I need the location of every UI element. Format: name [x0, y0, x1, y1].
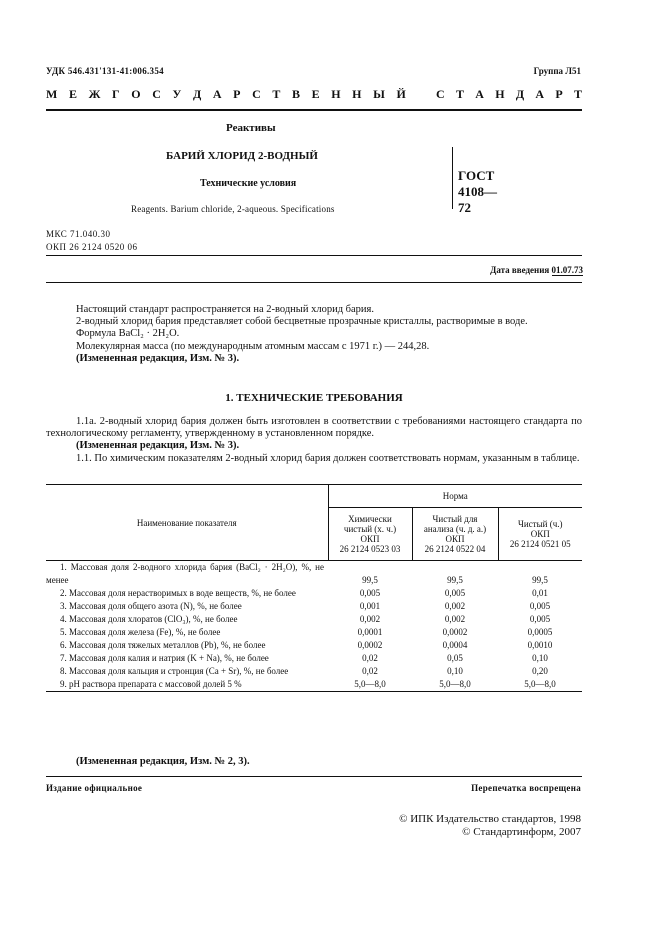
date-rule	[46, 282, 582, 283]
column-header-grade	[412, 508, 498, 561]
banner-letter: Т	[272, 87, 281, 101]
norm-value: 0,005	[359, 588, 381, 598]
section-text	[46, 416, 582, 465]
title-english: Reagents. Barium chloride, 2-aqueous. Specifications	[131, 204, 335, 214]
grade-line: 26 2124 0523 03	[339, 544, 401, 554]
norm-value: 0,0001	[357, 627, 383, 637]
norm-value: 0,005	[529, 614, 551, 624]
banner-letter: У	[172, 87, 182, 101]
norm-value: 0,0002	[357, 640, 383, 650]
norm-value: 0,002	[444, 601, 466, 611]
banner-letter: Т	[455, 87, 464, 101]
title-category: Реактивы	[226, 122, 276, 134]
intro-paragraph: 2-водный хлорид бария представляет собой бесцветные прозрачные кристаллы, растворимые в воде.	[76, 316, 528, 328]
column-header-norm: Норма	[328, 485, 582, 508]
norm-value: 0,005	[444, 588, 466, 598]
table-row	[46, 600, 582, 613]
grade-line: Химически	[348, 514, 392, 524]
banner-letter: Д	[192, 87, 202, 101]
table-row	[46, 626, 582, 639]
standard-banner	[46, 87, 582, 102]
footer-rule	[46, 776, 582, 777]
norm-value: 0,005	[529, 601, 551, 611]
norm-value: 0,002	[444, 614, 466, 624]
indicator-name: 9. pH раствора препарата с массовой долей 5 %	[60, 679, 242, 689]
table-row	[46, 665, 582, 678]
gost-number: 4108—72	[458, 184, 497, 215]
clause-1-1: 1.1. По химическим показателям 2-водный хлорид бария должен соответствовать нормам, указанным в таблице.	[76, 452, 580, 464]
banner-letter: Е	[311, 87, 320, 101]
banner-letter: А	[212, 87, 222, 101]
intro-date	[490, 265, 583, 275]
banner-letter: Г	[112, 87, 120, 101]
title-name: БАРИЙ ХЛОРИД 2-ВОДНЫЙ	[166, 150, 318, 162]
norms-table	[46, 484, 582, 692]
clause-1-1a: 1.1a. 2-водный хлорид бария должен быть изготовлен в соответствии с требованиями настоящего стандарта по технологическому регламенту, утвержденному в установленном порядке.	[46, 416, 582, 440]
table-row	[46, 652, 582, 665]
title-spec: Технические условия	[200, 178, 297, 189]
banner-letter: Н	[331, 87, 341, 101]
grade-line: 26 2124 0521 05	[509, 539, 571, 549]
norm-value: 0,10	[532, 653, 548, 663]
norm-value: 99,5	[532, 575, 548, 585]
copyright-line: © ИПК Издательство стандартов, 1998	[399, 813, 581, 825]
norm-value: 5,0—8,0	[524, 679, 556, 689]
header-rule	[46, 109, 582, 111]
grade-line: Чистый (ч.)	[518, 519, 563, 529]
gost-label: ГОСТ	[458, 168, 495, 183]
indicator-name: 3. Массовая доля общего азота (N), %, не более	[60, 601, 242, 611]
norm-value: 0,001	[359, 601, 381, 611]
table-row	[46, 561, 582, 588]
mass-paragraph: Молекулярная масса (по международным атомным массам с 1971 г.) — 244,28.	[76, 340, 430, 352]
banner-letter: С	[152, 87, 161, 101]
indicator-name: 5. Массовая доля железа (Fe), %, не более	[60, 627, 221, 637]
banner-letter: Р	[233, 87, 241, 101]
gost-divider	[452, 147, 453, 209]
norm-value: 5,0—8,0	[439, 679, 471, 689]
banner-letter: Ж	[88, 87, 101, 101]
banner-letter: Н	[495, 87, 505, 101]
banner-letter: Ы	[373, 87, 385, 101]
indicator-name: 7. Массовая доля калия и натрия (K + Na), %, не более	[60, 653, 269, 663]
formula-paragraph: Формула BaCl₂ · 2H₂O.	[76, 328, 180, 340]
copyright-block	[399, 813, 581, 839]
table-body	[46, 561, 582, 692]
banner-letter: В	[291, 87, 300, 101]
table-row	[46, 613, 582, 626]
change-note: (Измененная редакция, Изм. № 3).	[76, 440, 240, 452]
norm-value: 0,0005	[527, 627, 553, 637]
norm-value: 5,0—8,0	[354, 679, 386, 689]
banner-letter: Н	[352, 87, 362, 101]
indicator-name: 2. Массовая доля нерастворимых в воде веществ, %, не более	[60, 588, 296, 598]
intro-date-value: 01.07.73	[551, 265, 583, 275]
norm-value: 0,02	[362, 666, 378, 676]
section-heading: 1. ТЕХНИЧЕСКИЕ ТРЕБОВАНИЯ	[225, 392, 403, 404]
banner-letter: С	[436, 87, 445, 101]
classification-codes	[46, 228, 138, 254]
intro-text	[46, 304, 582, 365]
grade-line: Чистый для	[432, 514, 478, 524]
banner-letter: А	[535, 87, 545, 101]
grade-line: анализа (ч. д. а.)	[423, 524, 487, 534]
table-row	[46, 639, 582, 652]
table-change-note: (Измененная редакция, Изм. № 2, 3).	[76, 756, 250, 767]
column-header-grade	[328, 508, 412, 561]
norm-value: 0,05	[447, 653, 463, 663]
indicator-name: 1. Массовая доля 2-водного хлорида бария (BaCl₂ · 2H₂O), %, не менее	[46, 562, 324, 585]
banner-letter: С	[252, 87, 261, 101]
norm-value: 0,20	[532, 666, 548, 676]
banner-left	[46, 87, 406, 102]
grade-line: ОКП	[530, 529, 550, 539]
grade-line: чистый (х. ч.)	[343, 524, 397, 534]
column-header-grade	[498, 508, 582, 561]
change-note: (Измененная редакция, Изм. № 3).	[76, 352, 240, 364]
banner-letter: Й	[396, 87, 406, 101]
column-header-name: Наименование показателя	[46, 485, 328, 561]
norm-value: 99,5	[362, 575, 378, 585]
norm-value: 0,10	[447, 666, 463, 676]
banner-letter: А	[475, 87, 484, 101]
norm-value: 0,0010	[527, 640, 553, 650]
norm-value: 0,002	[359, 614, 381, 624]
copyright-line: © Стандартинформ, 2007	[462, 826, 581, 838]
grade-line: ОКП	[360, 534, 380, 544]
group-code: Группа Л51	[533, 66, 581, 76]
banner-letter: Д	[515, 87, 525, 101]
norm-value: 0,01	[532, 588, 548, 598]
edition-note: Издание официальное	[46, 783, 143, 793]
mks-code: МКС 71.040.30	[46, 229, 111, 239]
grade-line: 26 2124 0522 04	[424, 544, 486, 554]
indicator-name: 8. Массовая доля кальция и стронция (Ca + Sr), %, не более	[60, 666, 289, 676]
banner-right	[436, 87, 582, 102]
norm-value: 0,0004	[442, 640, 468, 650]
banner-letter: М	[46, 87, 58, 101]
table-row	[46, 678, 582, 692]
gost-number-block	[458, 168, 508, 216]
norm-value: 99,5	[447, 575, 463, 585]
udk-code: УДК 546.431'131-41:006.354	[46, 66, 164, 76]
table-row	[46, 587, 582, 600]
norm-value: 0,0002	[442, 627, 468, 637]
banner-letter: Р	[555, 87, 563, 101]
okp-code: ОКП 26 2124 0520 06	[46, 242, 138, 252]
banner-letter: Т	[573, 87, 582, 101]
intro-date-label: Дата введения	[490, 265, 550, 275]
codes-rule	[46, 255, 582, 256]
grade-line: ОКП	[445, 534, 465, 544]
intro-paragraph: Настоящий стандарт распространяется на 2-водный хлорид бария.	[76, 304, 374, 315]
banner-letter: Е	[68, 87, 77, 101]
indicator-name: 6. Массовая доля тяжелых металлов (Pb), %, не более	[60, 640, 266, 650]
banner-letter: О	[131, 87, 141, 101]
reprint-note: Перепечатка воспрещена	[471, 783, 581, 793]
norm-value: 0,02	[362, 653, 378, 663]
indicator-name: 4. Массовая доля хлоратов (ClO₃), %, не более	[60, 614, 238, 624]
